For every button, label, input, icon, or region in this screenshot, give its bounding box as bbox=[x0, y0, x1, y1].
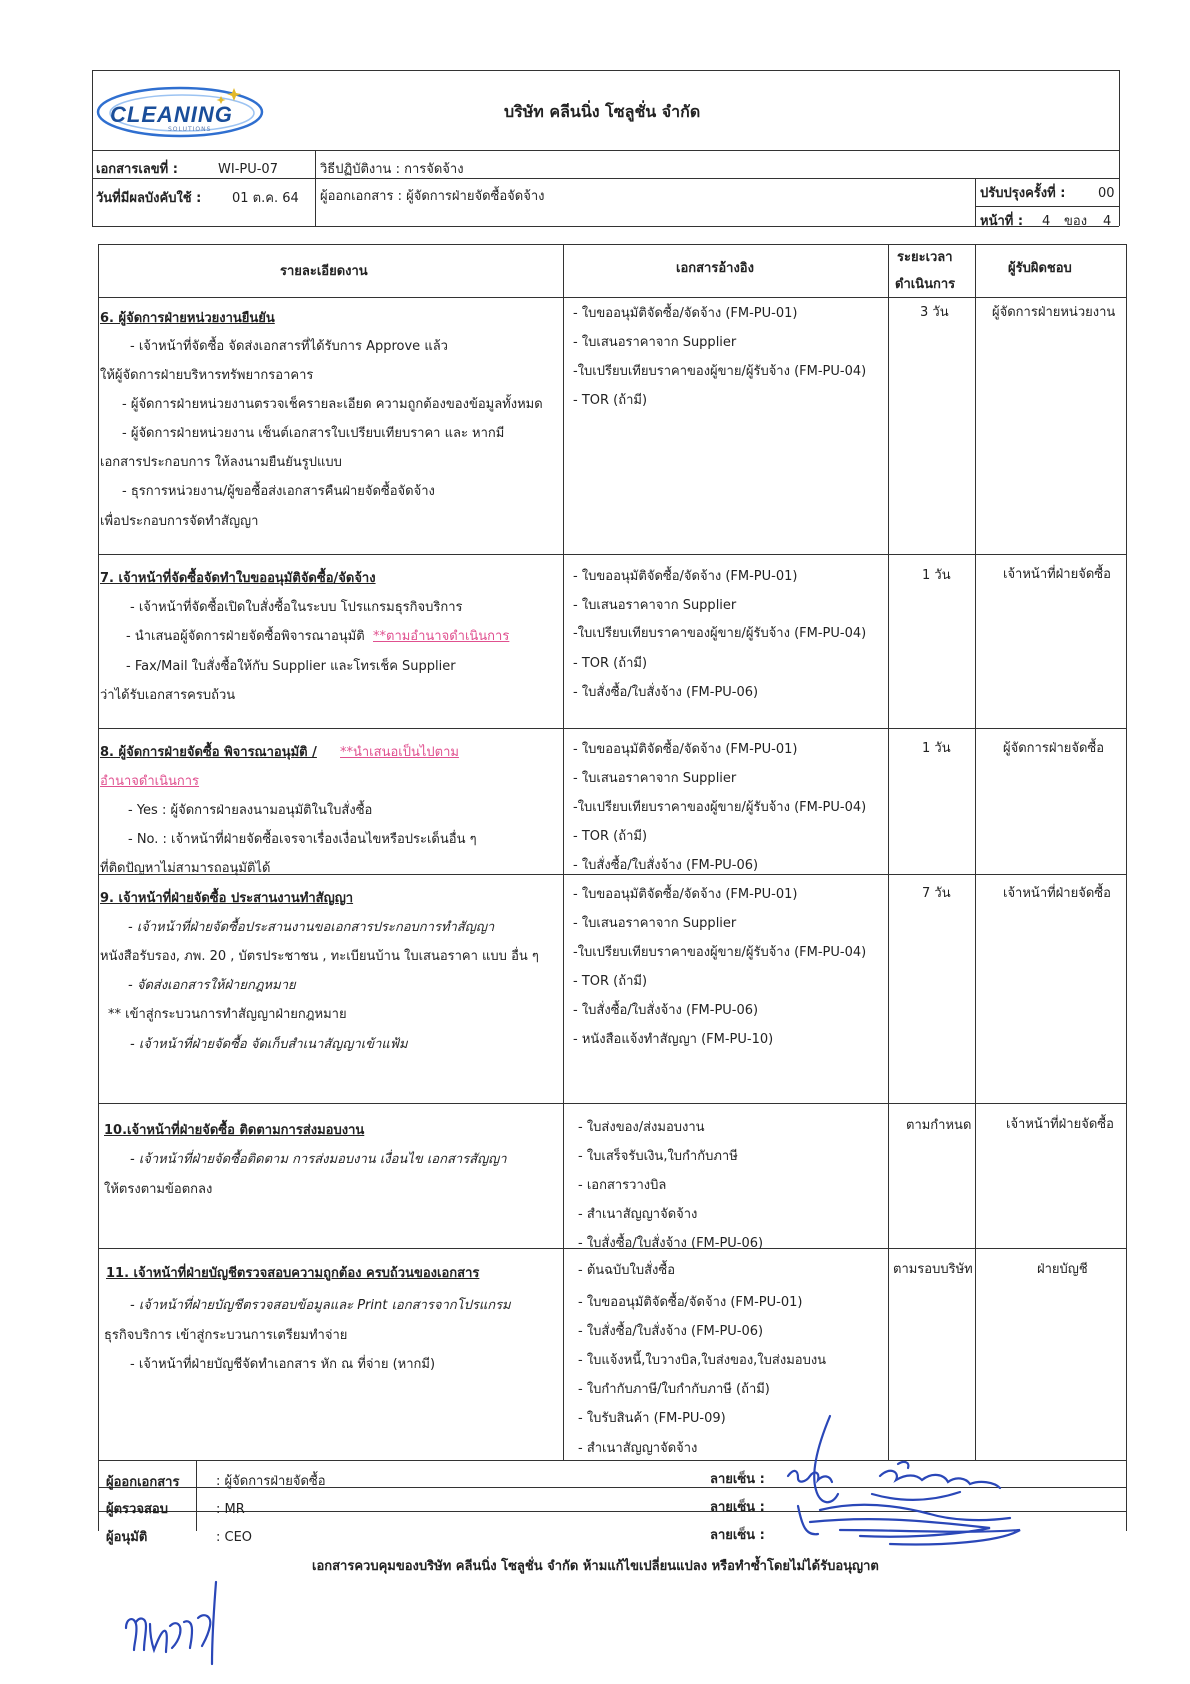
ref-item: - ใบกำกับภาษี/ใบกำกับภาษี (ถ้ามี) bbox=[578, 1382, 770, 1397]
logo-subtitle: SOLUTIONS bbox=[168, 126, 212, 133]
revision-label: ปรับปรุงครั้งที่ : bbox=[980, 186, 1066, 201]
ref-item: - หนังสือแจ้งทำสัญญา (FM-PU-10) bbox=[573, 1032, 774, 1047]
effective-date-label: วันที่มีผลบังคับใช้ : bbox=[96, 191, 202, 206]
ref-item: - ใบสั่งซื้อ/ใบสั่งจ้าง (FM-PU-06) bbox=[578, 1236, 764, 1251]
responsible: เจ้าหน้าที่ฝ่ายจัดซื้อ bbox=[1003, 567, 1111, 582]
doc-no-label: เอกสารเลขที่ : bbox=[96, 162, 178, 177]
page-total: 4 bbox=[1103, 214, 1112, 229]
ref-item: - ใบขออนุมัติจัดซื้อ/จัดจ้าง (FM-PU-01) bbox=[573, 569, 798, 584]
handwritten-initials bbox=[120, 1578, 240, 1673]
ref-item: - ใบขออนุมัติจัดซื้อ/จัดจ้าง (FM-PU-01) bbox=[573, 742, 798, 757]
ref-item: - สำเนาสัญญาจัดจ้าง bbox=[578, 1441, 698, 1456]
signoff-value: : CEO bbox=[216, 1530, 253, 1545]
step-line: - นำเสนอผู้จัดการฝ่ายจัดซื้อพิจารณาอนุมัติ bbox=[126, 629, 365, 644]
signoff-role: ผู้อนุมัติ bbox=[106, 1530, 148, 1545]
responsible: ฝ่ายบัญชี bbox=[1037, 1262, 1088, 1277]
step-line: เอกสารประกอบการ ให้ลงนามยืนยันรูปแบบ bbox=[100, 455, 342, 470]
step-line: - No. : เจ้าหน้าที่ฝ่ายจัดซื้อเจรจาเรื่องเงื่อนไขหรือประเด็นอื่น ๆ bbox=[128, 832, 477, 847]
step-line: - เจ้าหน้าที่ฝ่ายจัดซื้อติดตาม การส่งมอบงาน เงื่อนไข เอกสารสัญญา bbox=[130, 1152, 507, 1167]
signature-label: ลายเซ็น : bbox=[710, 1528, 765, 1543]
step-line: - ผู้จัดการฝ่ายหน่วยงานตรวจเช็ครายละเอียด ความถูกต้องของข้อมูลทั้งหมด bbox=[122, 397, 543, 412]
step-line: - เจ้าหน้าที่ฝ่ายบัญชีตรวจสอบข้อมูลและ Print เอกสารจากโปรแกรม bbox=[130, 1298, 511, 1313]
col-header-responsible: ผู้รับผิดชอบ bbox=[1008, 261, 1072, 276]
company-name: บริษัท คลีนนิ่ง โซลูชั่น จำกัด bbox=[504, 102, 701, 121]
ref-item: - ใบแจ้งหนี้,ใบวางบิล,ใบส่งของ,ใบส่งมอบงน bbox=[578, 1353, 827, 1368]
company-logo bbox=[94, 82, 270, 144]
responsible: เจ้าหน้าที่ฝ่ายจัดซื้อ bbox=[1003, 886, 1111, 901]
ref-item: -ใบเปรียบเทียบราคาของผู้ขาย/ผู้รับจ้าง (FM-PU-04) bbox=[573, 800, 867, 815]
ref-item: - เอกสารวางบิล bbox=[578, 1178, 667, 1193]
duration: 7 วัน bbox=[922, 886, 951, 901]
col-header-duration-2: ดำเนินการ bbox=[895, 277, 956, 292]
ref-item: - TOR (ถ้ามี) bbox=[573, 656, 648, 671]
step-line: - เจ้าหน้าที่ฝ่ายจัดซื้อ จัดเก็บสำเนาสัญญาเข้าแฟ้ม bbox=[130, 1037, 408, 1052]
of-label: ของ bbox=[1064, 214, 1088, 229]
duration: 3 วัน bbox=[920, 305, 949, 320]
ref-item: - TOR (ถ้ามี) bbox=[573, 974, 648, 989]
duration: 1 วัน bbox=[922, 741, 951, 756]
ref-item: - ต้นฉบับใบสั่งซื้อ bbox=[578, 1263, 676, 1278]
page-number: 4 bbox=[1042, 214, 1051, 229]
duration: ตามกำหนด bbox=[906, 1118, 972, 1133]
responsible: ผู้จัดการฝ่ายหน่วยงาน bbox=[992, 305, 1116, 320]
step-line: - Yes : ผู้จัดการฝ่ายลงนามอนุมัติในใบสั่งซื้อ bbox=[128, 803, 373, 818]
step-title: 9. เจ้าหน้าที่ฝ่ายจัดซื้อ ประสานงานทำสัญญา bbox=[100, 891, 354, 906]
duration: 1 วัน bbox=[922, 568, 951, 583]
ref-item: - ใบขออนุมัติจัดซื้อ/จัดจ้าง (FM-PU-01) bbox=[573, 306, 798, 321]
signoff-value: : MR bbox=[216, 1502, 245, 1517]
col-header-duration-1: ระยะเวลา bbox=[897, 250, 953, 265]
ref-item: - ใบสั่งซื้อ/ใบสั่งจ้าง (FM-PU-06) bbox=[573, 1003, 759, 1018]
ref-item: -ใบเปรียบเทียบราคาของผู้ขาย/ผู้รับจ้าง (FM-PU-04) bbox=[573, 626, 867, 641]
step-line: ให้ตรงตามข้อตกลง bbox=[104, 1182, 213, 1197]
ref-item: - สำเนาสัญญาจัดจ้าง bbox=[578, 1207, 698, 1222]
step-title: 6. ผู้จัดการฝ่ายหน่วยงานยืนยัน bbox=[100, 311, 275, 326]
issuer: ผู้ออกเอกสาร : ผู้จัดการฝ่ายจัดซื้อจัดจ้าง bbox=[320, 189, 545, 204]
authority-note: อำนาจดำเนินการ bbox=[100, 774, 200, 789]
step-line: ธุรกิจบริการ เข้าสู่กระบวนการเตรียมทำจ่าย bbox=[104, 1328, 348, 1343]
step-line: - Fax/Mail ใบสั่งซื้อให้กับ Supplier และโทรเช็ค Supplier bbox=[126, 659, 456, 674]
ref-item: - ใบขออนุมัติจัดซื้อ/จัดจ้าง (FM-PU-01) bbox=[578, 1295, 803, 1310]
authority-note: **นำเสนอเป็นไปตาม bbox=[340, 745, 459, 760]
procedure-name: วิธีปฏิบัติงาน : การจัดจ้าง bbox=[320, 162, 464, 177]
document-control-footer: เอกสารควบคุมของบริษัท คลีนนิ่ง โซลูชั่น จำกัด ห้ามแก้ไขเปลี่ยนแปลง หรือทำซ้ำโดยไม่ได้รับอนุญาต bbox=[312, 1559, 879, 1574]
step-line: - ผู้จัดการฝ่ายหน่วยงาน เซ็นต์เอกสารใบเปรียบเทียบราคา และ หากมี bbox=[122, 426, 505, 441]
ref-item: -ใบเปรียบเทียบราคาของผู้ขาย/ผู้รับจ้าง (FM-PU-04) bbox=[573, 364, 867, 379]
step-line: ให้ผู้จัดการฝ่ายบริหารทรัพยากรอาคาร bbox=[100, 368, 314, 383]
effective-date-value: 01 ต.ค. 64 bbox=[232, 191, 299, 206]
responsible: ผู้จัดการฝ่ายจัดซื้อ bbox=[1003, 741, 1105, 756]
step-line: หนังสือรับรอง, ภพ. 20 , บัตรประชาชน , ทะเบียนบ้าน ใบเสนอราคา แบบ อื่น ๆ bbox=[100, 949, 539, 964]
revision-value: 00 bbox=[1098, 186, 1115, 201]
step-line: - เจ้าหน้าที่ฝ่ายบัญชีจัดทำเอกสาร หัก ณ ที่จ่าย (หากมี) bbox=[130, 1357, 436, 1372]
logo-wordmark: CLEANING bbox=[110, 102, 233, 127]
ref-item: - ใบสั่งซื้อ/ใบสั่งจ้าง (FM-PU-06) bbox=[573, 685, 759, 700]
step-line: ** เข้าสู่กระบวนการทำสัญญาฝ่ายกฎหมาย bbox=[108, 1007, 347, 1022]
ref-item: - ใบขออนุมัติจัดซื้อ/จัดจ้าง (FM-PU-01) bbox=[573, 887, 798, 902]
duration: ตามรอบบริษัท bbox=[893, 1262, 973, 1277]
ref-item: - ใบเสนอราคาจาก Supplier bbox=[573, 335, 737, 350]
col-header-detail: รายละเอียดงาน bbox=[280, 264, 368, 279]
ref-item: - ใบสั่งซื้อ/ใบสั่งจ้าง (FM-PU-06) bbox=[578, 1324, 764, 1339]
responsible: เจ้าหน้าที่ฝ่ายจัดซื้อ bbox=[1006, 1117, 1114, 1132]
step-line: ที่ติดปัญหาไม่สามารถอนุมัติได้ bbox=[100, 861, 271, 876]
step-line: - เจ้าหน้าที่จัดซื้อ จัดส่งเอกสารที่ได้รับการ Approve แล้ว bbox=[130, 339, 448, 354]
step-title: 11. เจ้าหน้าที่ฝ่ายบัญชีตรวจสอบความถูกต้อง ครบถ้วนของเอกสาร bbox=[106, 1266, 480, 1281]
ref-item: - ใบส่งของ/ส่งมอบงาน bbox=[578, 1120, 705, 1135]
ref-item: - ใบรับสินค้า (FM-PU-09) bbox=[578, 1411, 726, 1426]
signature-label: ลายเซ็น : bbox=[710, 1472, 765, 1487]
step-title: 8. ผู้จัดการฝ่ายจัดซื้อ พิจารณาอนุมัติ / bbox=[100, 745, 317, 760]
ref-item: -ใบเปรียบเทียบราคาของผู้ขาย/ผู้รับจ้าง (FM-PU-04) bbox=[573, 945, 867, 960]
authority-note: **ตามอำนาจดำเนินการ bbox=[373, 629, 510, 644]
ref-item: - TOR (ถ้ามี) bbox=[573, 393, 648, 408]
doc-no-value: WI-PU-07 bbox=[218, 162, 278, 177]
col-header-reference: เอกสารอ้างอิง bbox=[676, 261, 754, 276]
signature-label: ลายเซ็น : bbox=[710, 1500, 765, 1515]
ref-item: - ใบเสนอราคาจาก Supplier bbox=[573, 598, 737, 613]
ref-item: - ใบเสนอราคาจาก Supplier bbox=[573, 771, 737, 786]
signoff-value: : ผู้จัดการฝ่ายจัดซื้อ bbox=[216, 1474, 326, 1489]
ref-item: - ใบเสนอราคาจาก Supplier bbox=[573, 916, 737, 931]
page-label: หน้าที่ : bbox=[980, 214, 1024, 229]
step-line: - เจ้าหน้าที่จัดซื้อเปิดใบสั่งซื้อในระบบ โปรแกรมธุรกิจบริการ bbox=[130, 600, 463, 615]
step-line: - จัดส่งเอกสารให้ฝ่ายกฎหมาย bbox=[128, 978, 296, 993]
step-line: - ธุรการหน่วยงาน/ผู้ขอซื้อส่งเอกสารคืนฝ่ายจัดซื้อจัดจ้าง bbox=[122, 484, 435, 499]
step-line: เพื่อประกอบการจัดทำสัญญา bbox=[100, 514, 259, 529]
step-line: ว่าได้รับเอกสารครบถ้วน bbox=[100, 688, 236, 703]
step-line: - เจ้าหน้าที่ฝ่ายจัดซื้อประสานงานขอเอกสารประกอบการทำสัญญา bbox=[128, 920, 495, 935]
ref-item: - ใบสั่งซื้อ/ใบสั่งจ้าง (FM-PU-06) bbox=[573, 858, 759, 873]
signoff-role: ผู้ออกเอกสาร bbox=[106, 1475, 180, 1490]
step-title: 7. เจ้าหน้าที่จัดซื้อจัดทำใบขออนุมัติจัดซื้อ/จัดจ้าง bbox=[100, 571, 376, 586]
step-title: 10.เจ้าหน้าที่ฝ่ายจัดซื้อ ติดตามการส่งมอบงาน bbox=[104, 1123, 365, 1138]
ref-item: - ใบเสร็จรับเงิน,ใบกำกับภาษี bbox=[578, 1149, 738, 1164]
ref-item: - TOR (ถ้ามี) bbox=[573, 829, 648, 844]
signoff-role: ผู้ตรวจสอบ bbox=[106, 1502, 168, 1517]
